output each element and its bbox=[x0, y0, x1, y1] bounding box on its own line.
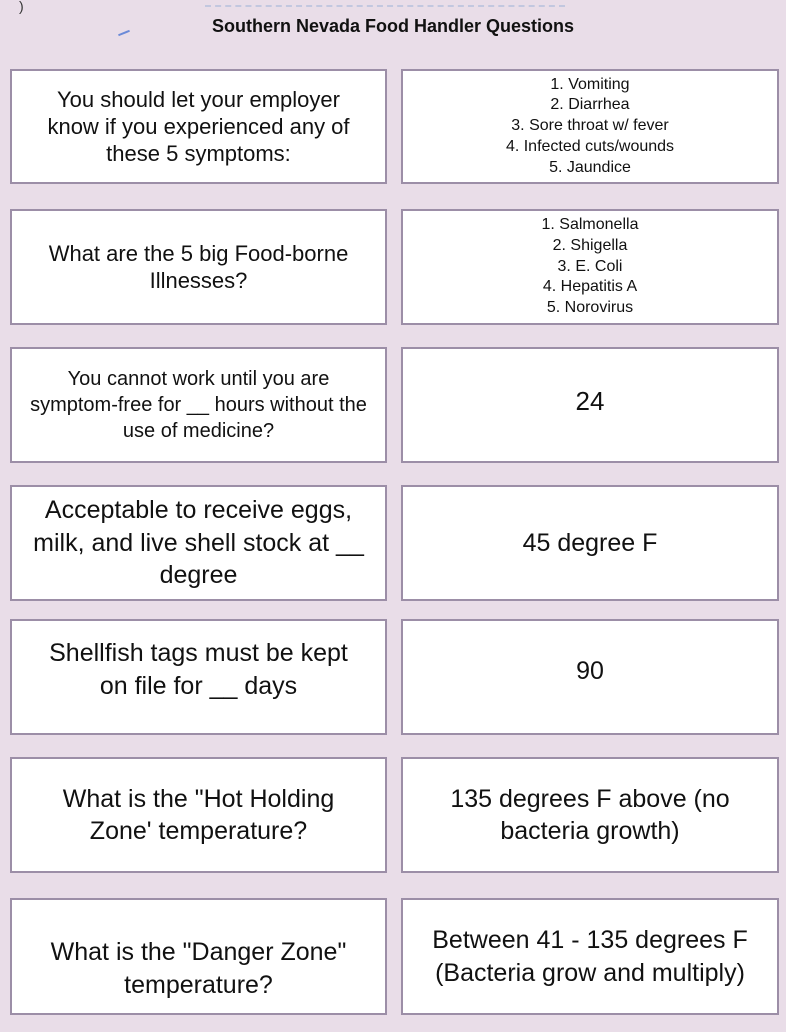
corner-mark: ) bbox=[19, 0, 24, 14]
list-item: 4. Hepatitis A bbox=[542, 278, 638, 296]
list-item: 3. E. Coli bbox=[557, 257, 623, 275]
list-item: 2. Shigella bbox=[552, 236, 628, 254]
list-item: 5. Jaundice bbox=[549, 158, 631, 176]
page-title: Southern Nevada Food Handler Questions bbox=[211, 16, 575, 36]
question-text: You cannot work until you are symptom-free for __ hours without the use of medicine? bbox=[30, 368, 367, 442]
question-card-5[interactable] bbox=[10, 619, 387, 735]
question-card-6[interactable] bbox=[10, 757, 387, 873]
list-item: 1. Salmonella bbox=[541, 216, 639, 233]
question-text: Shellfish tags must be kept on file for __ days bbox=[49, 639, 348, 700]
answer-text: 90 bbox=[576, 657, 604, 685]
list-item: 3. Sore throat w/ fever bbox=[511, 117, 669, 135]
question-card-3[interactable] bbox=[10, 347, 387, 463]
list-item: 1. Vomiting bbox=[550, 75, 630, 93]
answer-card-7[interactable] bbox=[401, 898, 779, 1015]
question-card-2[interactable] bbox=[10, 209, 387, 325]
question-text: You should let your employer know if you experienced any of these 5 symptoms: bbox=[47, 87, 350, 166]
answer-card-5[interactable] bbox=[401, 619, 779, 735]
question-card-4[interactable] bbox=[10, 485, 387, 601]
question-card-7[interactable] bbox=[10, 898, 387, 1015]
question-text: What are the 5 big Food-borne Illnesses? bbox=[48, 241, 349, 293]
answer-card-3[interactable] bbox=[401, 347, 779, 463]
symptom-list bbox=[506, 75, 674, 179]
answer-card-4[interactable] bbox=[401, 485, 779, 601]
answer-text: 45 degree F bbox=[522, 528, 658, 557]
answer-card-1[interactable] bbox=[401, 69, 779, 184]
answer-card-6[interactable] bbox=[401, 757, 779, 873]
answer-card-2[interactable] bbox=[401, 209, 779, 325]
question-text: Acceptable to receive eggs, milk, and live shell stock at __ degree bbox=[33, 496, 364, 590]
answer-text: 135 degrees F above (no bacteria growth) bbox=[450, 784, 730, 845]
question-text: What is the "Danger Zone" temperature? bbox=[50, 938, 347, 999]
answer-text: 24 bbox=[575, 386, 605, 416]
question-card-1[interactable] bbox=[10, 69, 387, 184]
list-item: 5. Norovirus bbox=[546, 299, 634, 317]
list-item: 4. Infected cuts/wounds bbox=[505, 137, 675, 155]
list-item: 2. Diarrhea bbox=[550, 96, 630, 114]
answer-text: Between 41 - 135 degrees F (Bacteria grow and multiply) bbox=[432, 926, 748, 987]
question-text: What is the "Hot Holding Zone' temperature? bbox=[62, 784, 335, 845]
illness-list bbox=[542, 215, 639, 319]
faded-heading-bleed bbox=[205, 5, 565, 11]
